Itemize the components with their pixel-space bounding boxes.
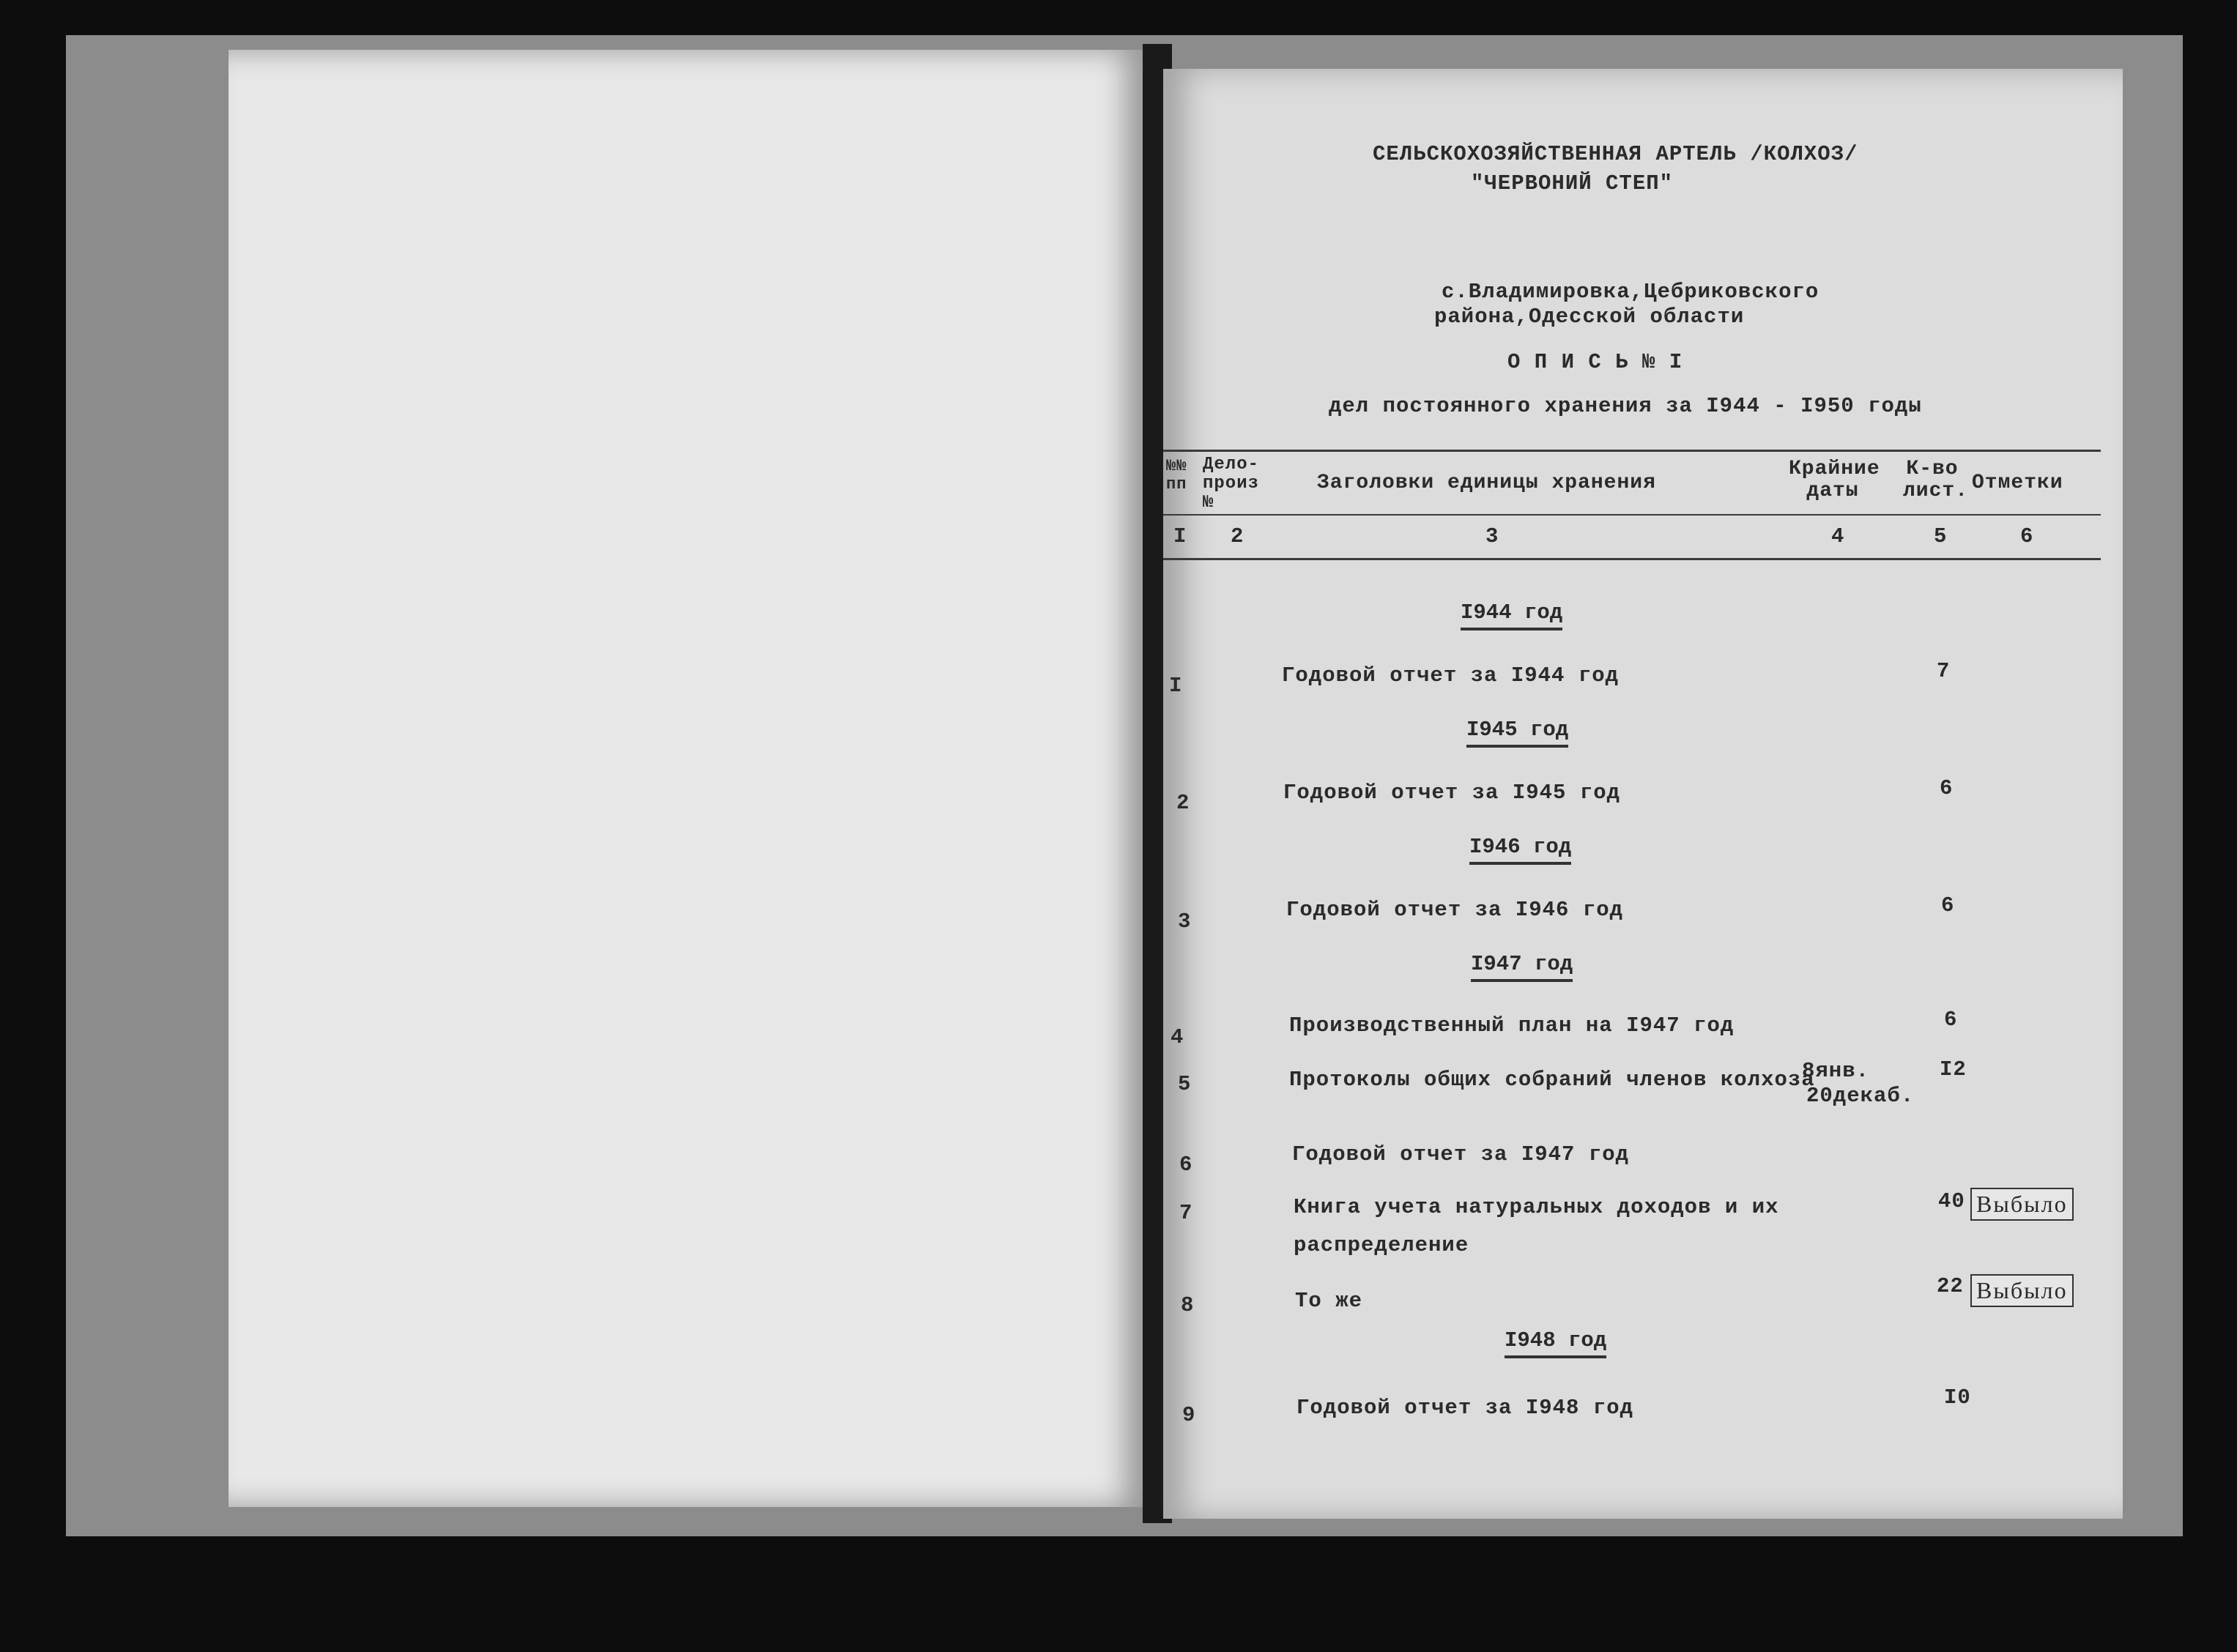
col-number-1: I (1173, 524, 1187, 548)
year-heading-1946: I946 год (1469, 835, 1571, 865)
row-num: 3 (1178, 909, 1192, 934)
col-number-3: 3 (1485, 524, 1499, 548)
col-header-dates: Крайние даты (1789, 458, 1880, 502)
row-sheets: 6 (1944, 1008, 1958, 1032)
row-sheets: I2 (1940, 1057, 1967, 1082)
row-title: То же (1295, 1289, 1363, 1313)
document-title: О П И С Ь № I (1507, 350, 1683, 374)
row-sheets: 6 (1941, 893, 1955, 918)
inventory-page (1163, 69, 2123, 1519)
col-number-6: 6 (2020, 524, 2034, 548)
year-heading-1947: I947 год (1471, 952, 1573, 982)
row-dates: 8янв. (1802, 1059, 1870, 1083)
header-mid-rule (1163, 514, 2101, 516)
row-title: Производственный план на I947 год (1289, 1013, 1735, 1038)
row-title: Годовой отчет за I946 год (1286, 898, 1624, 922)
place-line1: с.Владимировка,Цебриковского (1442, 280, 1819, 304)
row-title: Годовой отчет за I947 год (1292, 1142, 1630, 1167)
row-dates2: 20декаб. (1806, 1084, 1915, 1108)
col-header-title: Заголовки единицы хранения (1317, 472, 1656, 494)
withdrawn-stamp: Выбыло (1970, 1188, 2074, 1221)
row-sheets: 40 (1938, 1189, 1965, 1213)
document-subtitle: дел постоянного хранения за I944 - I950 годы (1329, 394, 1922, 418)
row-title: Годовой отчет за I944 год (1282, 663, 1620, 688)
year-heading-1948: I948 год (1505, 1328, 1606, 1358)
row-sheets: 6 (1940, 776, 1954, 800)
row-title: Книга учета натуральных доходов и их (1294, 1195, 1779, 1219)
row-title: Годовой отчет за I945 год (1283, 781, 1621, 805)
table-top-rule (1163, 450, 2101, 452)
row-num: I (1169, 674, 1183, 698)
year-heading-1945: I945 год (1466, 718, 1568, 748)
row-num: 4 (1171, 1025, 1184, 1049)
col-header-case: Дело-произ № (1203, 455, 1260, 513)
withdrawn-stamp: Выбыло (1970, 1274, 2074, 1307)
row-title: Протоколы общих собраний членов колхоза (1289, 1068, 1815, 1092)
col-number-5: 5 (1934, 524, 1948, 548)
col-header-sheets: К-во лист. (1903, 458, 1969, 502)
col-header-notes: Отметки (1972, 472, 2063, 494)
row-sheets: 7 (1937, 659, 1951, 683)
place-line2: района,Одесской области (1434, 305, 1745, 329)
year-heading-1944: I944 год (1461, 600, 1562, 630)
row-sheets: 22 (1937, 1274, 1964, 1298)
col-number-2: 2 (1231, 524, 1244, 548)
row-num: 2 (1176, 791, 1190, 815)
blank-left-page (229, 50, 1148, 1507)
row-title-cont: распределение (1294, 1233, 1469, 1257)
row-num: 8 (1181, 1293, 1195, 1317)
org-name-line2: "ЧЕРВОНИЙ СТЕП" (1471, 171, 1674, 196)
row-sheets: I0 (1944, 1385, 1971, 1410)
table-header-bottom-rule (1163, 558, 2101, 560)
col-number-4: 4 (1831, 524, 1845, 548)
row-num: 7 (1179, 1201, 1193, 1225)
row-num: 9 (1182, 1403, 1196, 1427)
row-title: Годовой отчет за I948 год (1296, 1396, 1634, 1420)
row-num: 5 (1178, 1072, 1192, 1096)
org-name-line1: СЕЛЬСКОХОЗЯЙСТВЕННАЯ АРТЕЛЬ /КОЛХОЗ/ (1373, 142, 1858, 166)
col-header-num: №№ пп (1166, 457, 1187, 494)
row-num: 6 (1179, 1153, 1193, 1177)
